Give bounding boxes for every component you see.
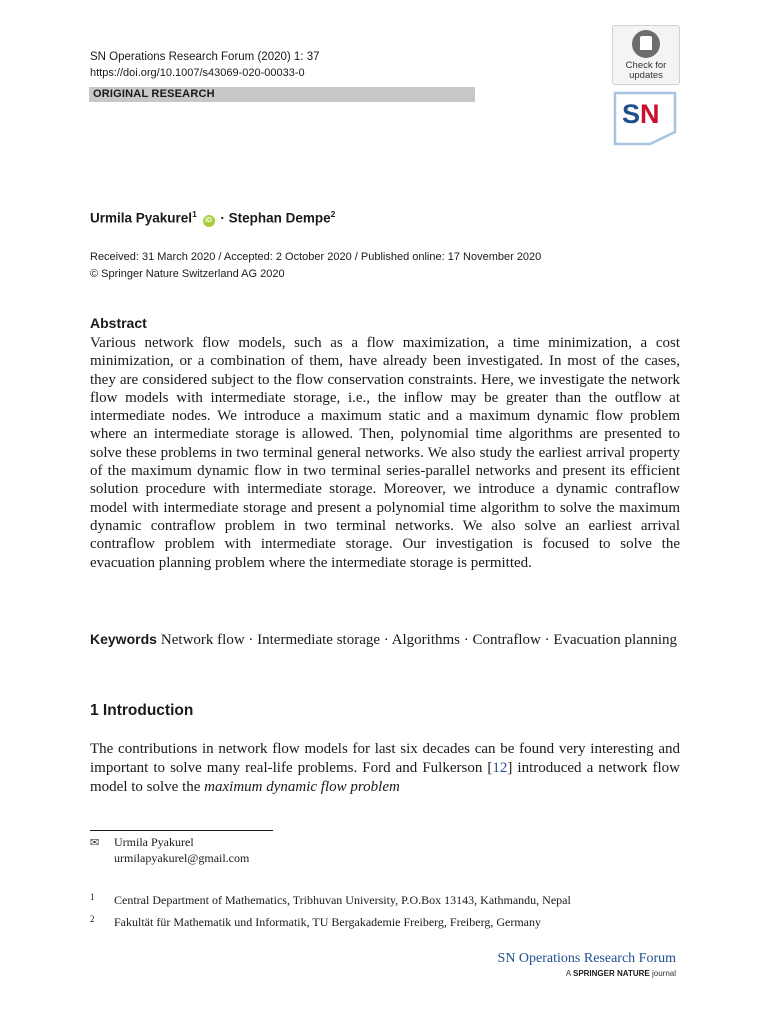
- citation-link[interactable]: 12: [492, 760, 508, 776]
- sn-journal-logo: [612, 90, 678, 146]
- article-type-banner: [89, 87, 475, 102]
- author-2-affil: 2: [330, 209, 336, 219]
- check-line1: Check for: [625, 60, 667, 71]
- intro-text-2: ] introduced a network flow model to solve the: [90, 760, 680, 795]
- footer-journal-name: SN Operations Research Forum: [497, 951, 676, 966]
- author-1-affil: 1: [192, 209, 197, 219]
- corresponding-author: Urmila Pyakurel: [114, 835, 194, 849]
- sn-logo-text: SN: [622, 99, 660, 129]
- doi-link[interactable]: https://doi.org/10.1007/s43069-020-00033-0: [90, 67, 305, 79]
- author-2[interactable]: Stephan Dempe: [228, 210, 331, 226]
- brand-springer: SPRINGER: [572, 969, 615, 978]
- envelope-icon: ✉: [90, 837, 100, 849]
- affiliation-1-number: 1: [90, 892, 95, 902]
- journal-citation: [90, 51, 319, 63]
- copyright: © Springer Nature Switzerland AG 2020: [90, 268, 285, 280]
- keywords: [90, 630, 680, 650]
- abstract-heading: Abstract: [90, 315, 147, 331]
- introduction-body: [90, 740, 680, 797]
- journal-name: SN Operations Research Forum: [90, 51, 255, 63]
- publication-dates: Received: 31 March 2020 / Accepted: 2 October 2020 / Published online: 17 November 2020: [90, 251, 542, 263]
- brand-nature: NATURE: [614, 969, 650, 978]
- check-line2: updates: [629, 70, 663, 81]
- author-1[interactable]: Urmila Pyakurel: [90, 210, 193, 226]
- brand-a: A: [565, 969, 573, 978]
- author-separator: ·: [216, 210, 229, 226]
- abstract-body: Various network flow models, such as a flow maximization, a time minimization, a cost minimization, or a combination of them, have already been investigated. In most of the cases, they are considered subject to the flow conservation constraints. Here, we investigate the network flow models with intermediate storage, i.e., the inflow may be greater than the outflow at intermediate nodes. We introduce a maximum static and a maximum dynamic flow problem where an intermediate storage is allowed. Then, polynomial time algorithms are presented to solve these problems in two terminal general networks. We also study the earliest arrival property of the maximum dynamic flow in two terminal series-parallel networks and present its efficient solution procedure with intermediate storage. Moreover, we introduce a dynamic contraflow model with intermediate storage and present a polynomial time algorithm to solve the maximum dynamic contraflow problem in two terminal networks. We also solve an earliest arrival contraflow problem with intermediate storage. Our investigation is focused to solve the evacuation planning problem where the intermediate storage is permitted.: [90, 335, 680, 571]
- banner-label: ORIGINAL RESEARCH: [93, 88, 215, 100]
- intro-emphasis: maximum dynamic flow problem: [204, 779, 400, 795]
- brand-journal: journal: [649, 969, 676, 978]
- section-heading-introduction: 1 Introduction: [90, 702, 194, 719]
- footer-brand: [440, 969, 676, 978]
- bookmark-icon: [632, 30, 660, 58]
- affiliation-2-number: 2: [90, 914, 95, 924]
- author-list: [90, 209, 335, 227]
- keywords-label: Keywords: [90, 631, 157, 647]
- check-for-updates-badge[interactable]: [612, 25, 680, 85]
- keywords-list: Network flow · Intermediate storage · Algorithms · Contraflow · Evacuation planning: [160, 632, 678, 648]
- affiliation-1: Central Department of Mathematics, Tribhuvan University, P.O.Box 13143, Kathmandu, Nepal: [114, 893, 571, 907]
- orcid-icon[interactable]: iD: [203, 215, 215, 227]
- author-email[interactable]: urmilapyakurel@gmail.com: [114, 851, 250, 865]
- affiliation-2: Fakultät für Mathematik und Informatik, TU Bergakademie Freiberg, Freiberg, Germany: [114, 915, 542, 929]
- citation: (2020) 1: 37: [257, 51, 320, 63]
- footnote-divider: [90, 830, 273, 831]
- intro-text-1: The contributions in network flow models for last six decades can be found very interesting and important to solve many real-life problems. Ford and Fulkerson [: [90, 741, 680, 776]
